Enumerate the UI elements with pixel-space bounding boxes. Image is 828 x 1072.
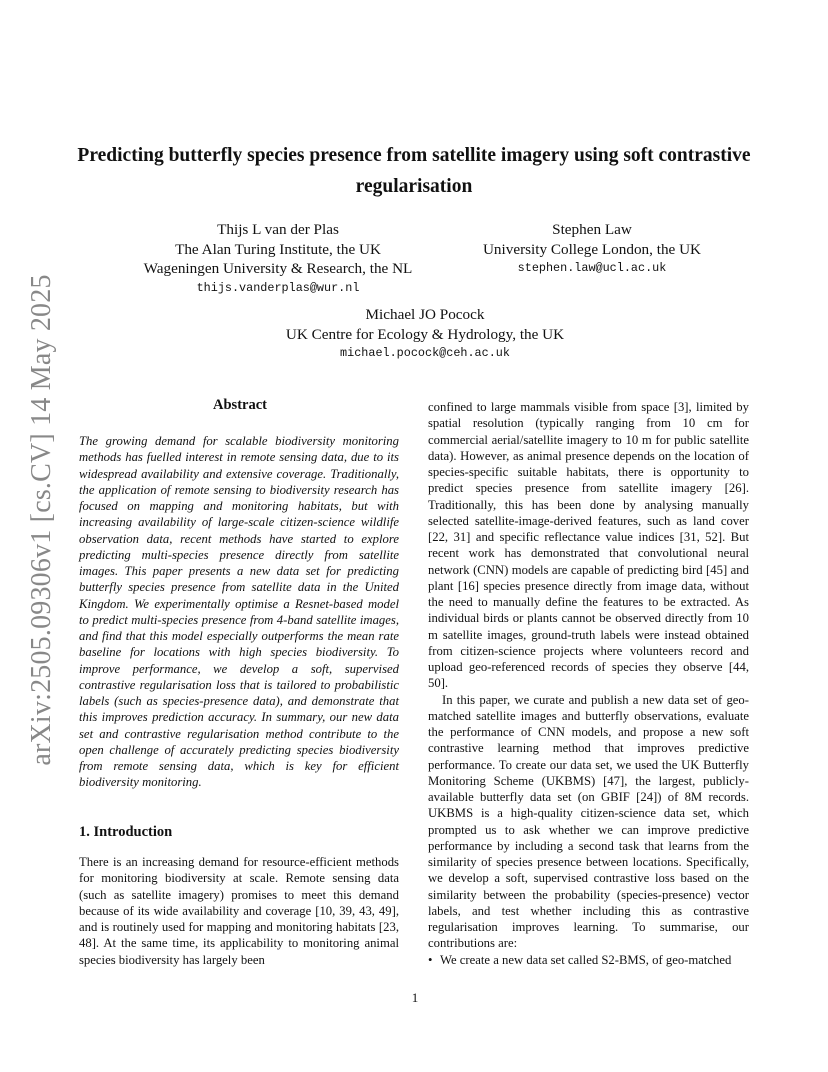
bullet-icon: • (428, 952, 433, 967)
intro-paragraph: confined to large mammals visible from space [3], limited by spatial resolution (typically ranging from 10 cm for commercial aerial/satellite imagery to 10 m for public satellite data). However, as animal presence depends on the location of species-specific suitable habitats, there is opportunity to predict species presence from satellite imagery [26]. Traditionally, this has been done by analysing manually selected satellite-image-derived features, such as land cover [22, 31] and specific reflectance value indices [31, 52]. But recent work has demonstrated that convolutional neural network (CNN) models are capable of predicting bird [45] and plant [16] species presence directly from image data, without the need to manually define the features to be extracted. As individual birds or plants cannot be observed directly from 10 m satellite images, ground-truth labels were instead obtained from citizen-science projects where volunteers record and upload geo-referenced records of species they observe [44, 50]. (428, 400, 749, 691)
page-number: 1 (411, 990, 419, 1005)
author-block-1 (120, 220, 436, 298)
author-email[interactable]: stephen.law@ucl.ac.uk (517, 261, 667, 275)
section-heading: 1. Introduction (79, 824, 173, 840)
abstract-body: The growing demand for scalable biodiversity monitoring methods has fuelled interest in remote sensing data, due to its widespread availability and extensive coverage. Traditionally, the application of remote sensing to biodiversity research has focused on mapping and monitoring habitats, but with increasing availability of large-scale citizen-science wildlife observation data, recent methods have started to explore predicting multi-species presence directly from satellite images. This paper presents a new data set for predicting butterfly species presence from satellite data in the United Kingdom. We experimentally optimise a Resnet-based model to predict multi-species presence from 4-band satellite images, and find that this model especially outperforms the mean rate baseline for locations with high species biodiversity. To improve performance, we develop a soft, supervised contrastive regularisation loss that is tailored to probabilistic labels (such as species-presence data), and demonstrate that this improves prediction accuracy. In summary, our new data set and contrastive regularisation method contribute to the open challenge of accurately predicting species biodiversity from remote sensing data, which is key for efficient biodiversity monitoring. (79, 434, 399, 790)
author-email[interactable]: michael.pocock@ceh.ac.uk (340, 346, 510, 360)
contribution-list-item (428, 952, 749, 968)
intro-paragraph: In this paper, we curate and publish a new data set of geo-matched satellite images and butterfly observations, evaluate the performance of CNN models, and propose a new soft contrastive learning method that improves predictive performance. To create our data set, we used the UK Butterfly Monitoring Scheme (UKBMS) [47], the largest, publicly-available butterfly data set (on GBIF [24]) of 8M records. UKBMS is a high-quality citizen-science data set, which prompted us to ask whether we can improve predictive performance by including a second task that learns from the similarity of species presence between locations. Specifically, we develop a soft, supervised contrastive loss based on the similarity between the probability (species-presence) vector labels, and test whether including this as contrastive regularisation improves learning. To summarise, our contributions are: (428, 692, 749, 951)
author-affiliation: UK Centre for Ecology & Hydrology, the UK (285, 325, 565, 343)
author-email[interactable]: thijs.vanderplas@wur.nl (196, 280, 360, 295)
author-block-3 (250, 305, 600, 363)
abstract-heading: Abstract (213, 397, 267, 413)
contribution-text: We create a new data set called S2-BMS, of geo-matched (440, 952, 732, 967)
author-affiliation: University College London, the UK (482, 240, 702, 258)
paper-title: Predicting butterfly species presence from satellite imagery using soft contrastive regularisation (77, 145, 751, 197)
author-block-2 (448, 220, 736, 278)
author-affiliation: Wageningen University & Research, the NL (143, 260, 413, 277)
author-affiliation: The Alan Turing Institute, the UK (175, 240, 381, 258)
intro-column-right (428, 399, 749, 968)
arxiv-id: arXiv:2505.09306v1 [cs.CV] 14 May 2025 (26, 274, 57, 766)
intro-paragraph-left: There is an increasing demand for resource-efficient methods for monitoring biodiversity at scale. Remote sensing data (such as satellite imagery) promises to meet this demand because of its wide availability and coverage [10, 39, 43, 49], and is routinely used for mapping and monitoring habitats [23, 48]. At the same time, its applicability to monitoring animal species biodiversity has largely been (79, 855, 399, 967)
author-name: Stephen Law (552, 221, 632, 238)
author-name: Michael JO Pocock (365, 306, 485, 323)
arxiv-watermark (22, 274, 62, 766)
author-name: Thijs L van der Plas (217, 221, 339, 238)
